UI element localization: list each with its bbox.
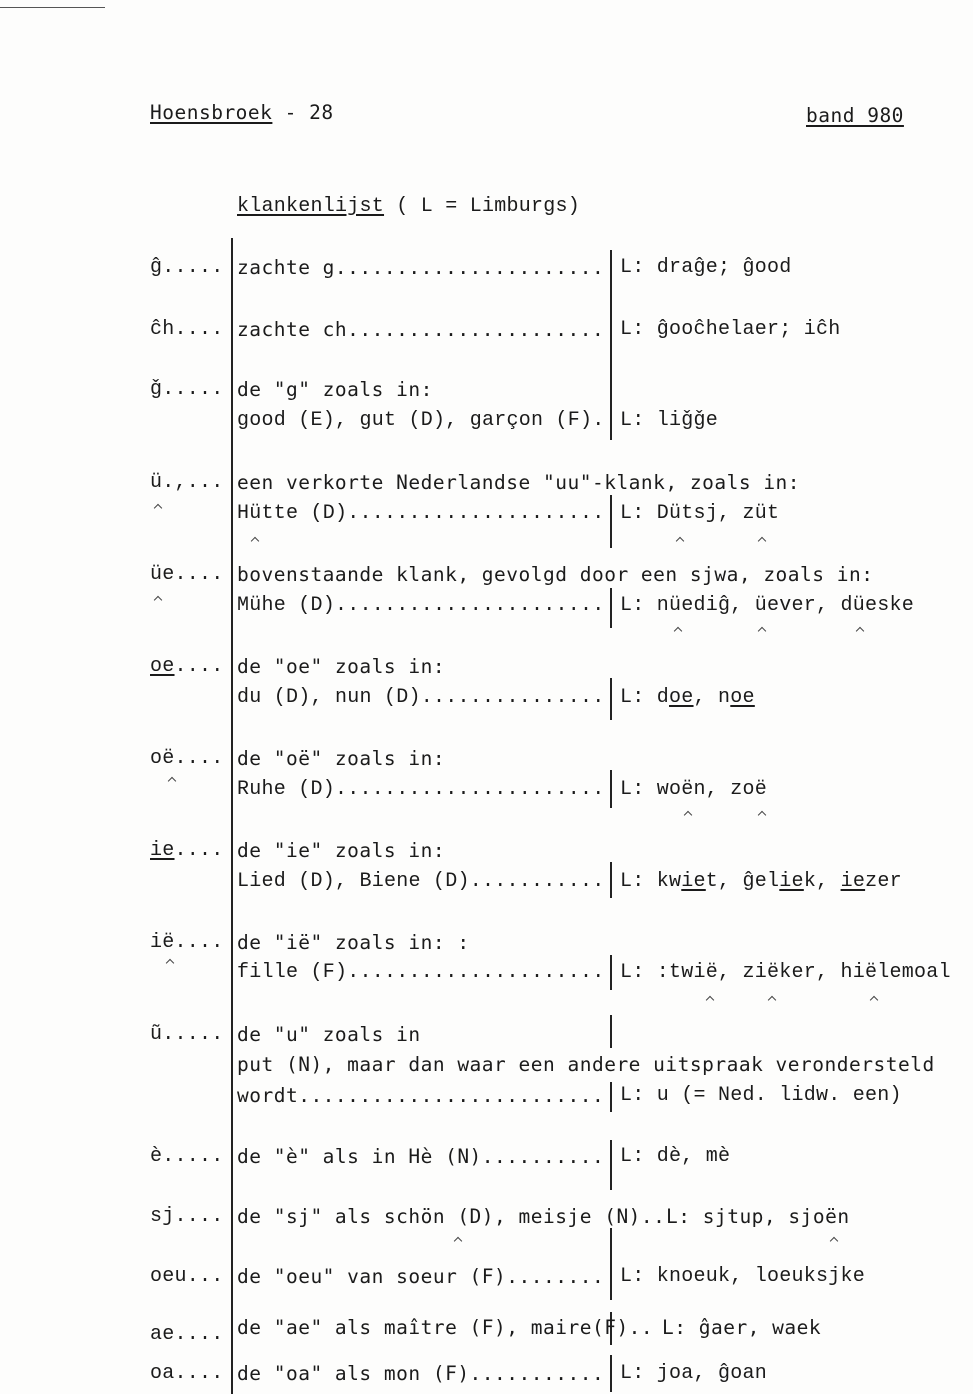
underlined-text: ie — [681, 870, 706, 893]
right-column-rule — [610, 588, 612, 628]
sound-symbol: oë.... — [150, 747, 224, 770]
handwritten-caret-mark — [758, 537, 766, 545]
text-segment: , n — [693, 686, 731, 709]
underlined-text: oe — [150, 655, 175, 678]
page-header-right — [806, 104, 904, 128]
description-line: de "g" zoals in: — [237, 378, 433, 401]
description-line: de "ie" zoals in: — [237, 839, 446, 862]
description-line: de "oeu" van soeur (F)........ — [237, 1265, 605, 1288]
limburgs-example: L: sjtup, sjoën — [666, 1205, 850, 1228]
limburgs-example: L: dè, mè — [620, 1145, 731, 1168]
sound-symbol: oeu... — [150, 1265, 224, 1288]
right-column-rule — [610, 1228, 612, 1300]
text-segment: L: kw — [620, 870, 682, 893]
description-line: zachte g...................... — [237, 256, 605, 279]
text-segment: zer — [865, 870, 902, 893]
description-line: Mühe (D)...................... — [237, 594, 605, 617]
left-column-rule — [231, 238, 233, 1394]
handwritten-caret-mark — [168, 777, 176, 785]
description-line: de "è" als in Hè (N).......... — [237, 1145, 605, 1168]
description-line: put (N), maar dan waar een andere uitspraak verondersteld — [237, 1053, 935, 1076]
sound-symbol: ũ..... — [150, 1023, 224, 1046]
right-column-rule — [610, 1355, 612, 1392]
right-column-rule — [610, 1140, 612, 1190]
limburgs-example: L: knoeuk, loeuksjke — [620, 1265, 866, 1288]
description-line: de "oe" zoals in: — [237, 655, 446, 678]
handwritten-caret-mark — [870, 996, 878, 1004]
sound-symbol: ĝ..... — [150, 256, 224, 279]
list-title — [237, 195, 580, 219]
handwritten-caret-mark — [454, 1237, 462, 1245]
underlined-text: ie — [779, 870, 804, 893]
right-column-rule — [610, 1082, 612, 1112]
description-line: de "ae" als maître (F), maire(F).. — [237, 1316, 654, 1339]
limburgs-example — [620, 686, 755, 710]
underlined-text: ie — [840, 870, 866, 893]
description-line: Hütte (D)..................... — [237, 502, 605, 525]
list-title-label: klankenlijst — [237, 195, 385, 218]
handwritten-caret-mark — [706, 996, 714, 1004]
description-line: de "sj" als schön (D), meisje (N).. — [237, 1205, 666, 1228]
text-segment: .... — [174, 839, 224, 862]
description-line: Lied (D), Biene (D)........... — [237, 870, 605, 893]
handwritten-caret-mark — [676, 537, 684, 545]
description-line: bovenstaande klank, gevolgd door een sjwa, zoals in: — [237, 563, 874, 586]
limburgs-example — [620, 870, 902, 894]
place-name: Hoensbroek — [150, 101, 273, 124]
description-line: zachte ch..................... — [237, 318, 605, 341]
text-segment: t, ĝel — [705, 870, 780, 893]
tape-number: band 980 — [806, 104, 904, 127]
description-line: fille (F)..................... — [237, 961, 605, 984]
right-column-rule — [610, 955, 612, 990]
limburgs-example: L: ĝooĉhelaer; iĉh — [620, 318, 841, 341]
right-column-rule — [610, 770, 612, 808]
handwritten-caret-mark — [768, 996, 776, 1004]
handwritten-caret-mark — [758, 811, 766, 819]
limburgs-example: L: nüediĝ, üever, düeske — [620, 594, 915, 617]
page-header-left — [150, 101, 334, 125]
page-number: - 28 — [272, 101, 334, 124]
description-line: wordt......................... — [237, 1084, 605, 1107]
list-title-legend: ( L = Limburgs) — [384, 195, 581, 218]
handwritten-caret-mark — [251, 537, 259, 545]
handwritten-caret-mark — [674, 627, 682, 635]
sound-symbol: ǧ..... — [150, 378, 224, 401]
right-column-rule — [610, 862, 612, 898]
limburgs-example: L: draĝe; ĝood — [620, 256, 792, 279]
sound-symbol: sj.... — [150, 1205, 224, 1228]
text-segment: k, — [803, 870, 841, 893]
sound-symbol: ië.... — [150, 931, 224, 954]
description-line: good (E), gut (D), garçon (F). — [237, 409, 605, 432]
handwritten-caret-mark — [758, 627, 766, 635]
scan-edge-line — [0, 7, 105, 8]
description-line: de "oa" als mon (F)........... — [237, 1362, 605, 1385]
description-line: du (D), nun (D)............... — [237, 686, 605, 709]
description-line: een verkorte Nederlandse "uu"-klank, zoals in: — [237, 471, 801, 494]
handwritten-caret-mark — [856, 627, 864, 635]
handwritten-caret-mark — [830, 1237, 838, 1245]
sound-symbol — [150, 655, 224, 679]
right-column-rule — [610, 678, 612, 720]
right-column-rule — [610, 1015, 612, 1048]
underlined-text: oe — [730, 686, 755, 709]
limburgs-example: L: joa, ĝoan — [620, 1362, 768, 1385]
description-line: de "oë" zoals in: — [237, 747, 446, 770]
limburgs-example: L: woën, zoë — [620, 778, 768, 801]
limburgs-example: L: Dütsj, züt — [620, 502, 780, 525]
sound-symbol: ü.,... — [150, 471, 224, 494]
underlined-text: oe — [669, 686, 694, 709]
sound-symbol: ae.... — [150, 1323, 224, 1346]
sound-symbol: üe.... — [150, 563, 224, 586]
sound-symbol: ĉh.... — [150, 318, 224, 341]
sound-symbol: oa.... — [150, 1362, 224, 1385]
underlined-text: ie — [150, 839, 175, 862]
handwritten-caret-mark — [684, 811, 692, 819]
sound-symbol — [150, 839, 224, 863]
right-column-rule — [610, 495, 612, 548]
limburgs-example: L: :twië, ziëker, hiëlemoal — [620, 961, 951, 984]
handwritten-caret-mark — [154, 596, 162, 604]
limburgs-example: L: liǧǧe — [620, 409, 719, 432]
description-line: de "ië" zoals in: : — [237, 931, 470, 954]
right-column-rule — [610, 250, 612, 440]
description-line: Ruhe (D)...................... — [237, 778, 605, 801]
sound-symbol: è..... — [150, 1145, 224, 1168]
text-segment: .... — [174, 655, 224, 678]
handwritten-caret-mark — [154, 504, 162, 512]
description-line: de "u" zoals in — [237, 1023, 421, 1046]
text-segment: L: d — [620, 686, 670, 709]
handwritten-caret-mark — [166, 959, 174, 967]
limburgs-example: L: ĝaer, waek — [662, 1316, 822, 1339]
limburgs-example: L: u (= Ned. lidw. een) — [620, 1084, 902, 1107]
